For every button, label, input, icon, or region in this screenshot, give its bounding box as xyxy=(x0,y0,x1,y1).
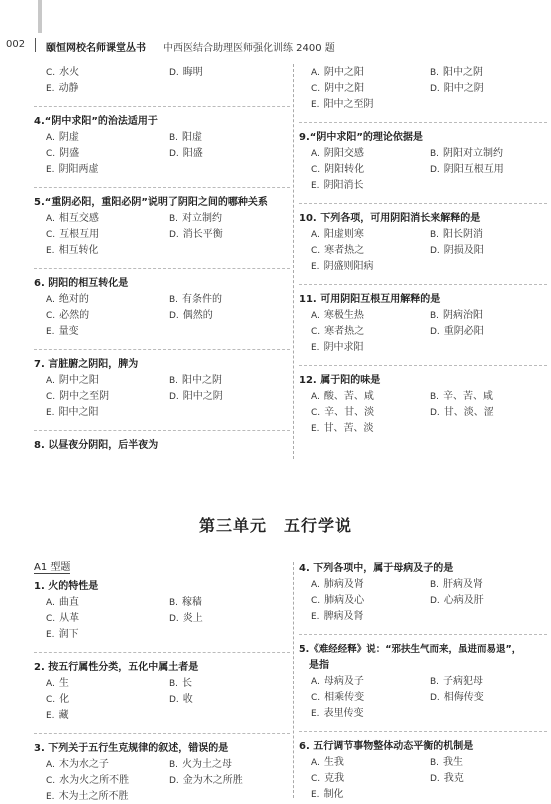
option[interactable]: D. 偶然的 xyxy=(169,310,213,321)
series-title: 颐恒网校名师课堂丛书 xyxy=(46,43,146,54)
option[interactable]: D. 阳中之阴 xyxy=(169,391,223,402)
option[interactable]: A. 阴阳交感 xyxy=(311,148,364,159)
option[interactable]: C. 互根互用 xyxy=(46,229,100,240)
option[interactable]: A. 酸、苦、咸 xyxy=(311,391,374,402)
question-title: 9.“阴中求阳”的理论依据是 xyxy=(299,132,423,143)
option[interactable]: B. 阴病治阳 xyxy=(430,310,484,321)
option[interactable]: B. 稼穑 xyxy=(169,597,203,608)
option[interactable]: B. 肝病及肾 xyxy=(430,579,484,590)
question-divider xyxy=(299,284,547,285)
option[interactable]: C. 水为火之所不胜 xyxy=(46,775,130,786)
option[interactable]: A. 木为水之子 xyxy=(46,759,109,770)
question-8-options xyxy=(311,66,549,112)
option[interactable]: C. 寒者热之 xyxy=(311,326,365,337)
option[interactable]: B. 阳虚 xyxy=(169,132,203,143)
option[interactable]: A. 曲直 xyxy=(46,597,79,608)
option[interactable]: C. 阴中之阳 xyxy=(311,83,365,94)
question-title: 2. 按五行属性分类，五化中属土者是 xyxy=(34,662,199,673)
question-7 xyxy=(34,358,292,420)
option[interactable]: E. 阴中求阳 xyxy=(311,342,364,353)
column-divider-bottom xyxy=(293,562,294,798)
section-label: A1 型题 xyxy=(34,558,70,574)
option[interactable]: E. 表里传变 xyxy=(311,708,364,719)
option[interactable]: C. 必然的 xyxy=(46,310,90,321)
question-title: 6. 五行调节事物整体动态平衡的机制是 xyxy=(299,741,474,752)
question-title: 1. 火的特性是 xyxy=(34,581,99,592)
option[interactable]: A. 绝对的 xyxy=(46,294,89,305)
option[interactable]: D. 相侮传变 xyxy=(430,692,484,703)
option[interactable]: B. 阴阳对立制约 xyxy=(430,148,504,159)
question-8 xyxy=(34,439,292,453)
question-divider xyxy=(34,268,290,269)
option[interactable]: B. 阳长阴消 xyxy=(430,229,484,240)
option[interactable]: E. 阴阳消长 xyxy=(311,180,364,191)
question-divider xyxy=(299,634,547,635)
question-u4 xyxy=(299,562,549,624)
option[interactable]: D. 消长平衡 xyxy=(169,229,223,240)
question-12 xyxy=(299,374,549,436)
option[interactable]: A. 阴中之阳 xyxy=(46,375,99,386)
option[interactable]: C. 阴盛 xyxy=(46,148,80,159)
question-u2 xyxy=(34,661,292,723)
question-title-cont: 是指 xyxy=(309,660,329,671)
option[interactable]: E. 木为土之所不胜 xyxy=(46,791,129,802)
option[interactable]: C. 水火 xyxy=(46,67,80,78)
option[interactable]: C. 辛、甘、淡 xyxy=(311,407,375,418)
question-divider xyxy=(34,430,290,431)
column-divider-top xyxy=(293,64,294,459)
question-u6 xyxy=(299,740,549,802)
question-divider xyxy=(34,733,290,734)
question-title: 4.“阴中求阳”的治法适用于 xyxy=(34,116,158,127)
option[interactable]: D. 心病及肝 xyxy=(430,595,484,606)
option[interactable]: A. 生 xyxy=(46,678,69,689)
option[interactable]: D. 金为木之所胜 xyxy=(169,775,243,786)
option[interactable]: E. 脾病及肾 xyxy=(311,611,364,622)
question-divider xyxy=(299,731,547,732)
option[interactable]: C. 克我 xyxy=(311,773,345,784)
option[interactable]: D. 炎上 xyxy=(169,613,203,624)
option[interactable]: E. 阳中之至阴 xyxy=(311,99,374,110)
question-title: 6. 阴阳的相互转化是 xyxy=(34,278,129,289)
option[interactable]: A. 阳虚则寒 xyxy=(311,229,364,240)
option[interactable]: B. 阳中之阴 xyxy=(169,375,223,386)
option[interactable]: C. 阴中之至阴 xyxy=(46,391,110,402)
option[interactable]: E. 量变 xyxy=(46,326,79,337)
question-title: 12. 属于阳的味是 xyxy=(299,375,381,386)
left-column-top xyxy=(34,66,292,455)
option[interactable]: D. 我克 xyxy=(430,773,464,784)
option[interactable]: D. 收 xyxy=(169,694,193,705)
option[interactable]: C. 从革 xyxy=(46,613,80,624)
question-u5 xyxy=(299,643,549,721)
question-divider xyxy=(34,652,290,653)
question-5 xyxy=(34,196,292,258)
right-column-bottom xyxy=(299,562,549,802)
right-column-top xyxy=(299,66,549,436)
option[interactable]: A. 母病及子 xyxy=(311,676,364,687)
question-divider xyxy=(299,122,547,123)
option[interactable]: C. 肺病及心 xyxy=(311,595,365,606)
option[interactable]: D. 晦明 xyxy=(169,67,203,78)
option[interactable]: E. 相互转化 xyxy=(46,245,99,256)
option[interactable]: C. 化 xyxy=(46,694,70,705)
option[interactable]: B. 长 xyxy=(169,678,193,689)
page-header xyxy=(0,0,551,60)
option[interactable]: B. 有条件的 xyxy=(169,294,223,305)
question-6 xyxy=(34,277,292,339)
question-11 xyxy=(299,293,549,355)
option[interactable]: E. 制化 xyxy=(311,789,344,800)
question-u3 xyxy=(34,742,292,804)
unit-title: 第三单元 五行学说 xyxy=(198,516,352,535)
left-column-bottom xyxy=(34,555,292,804)
question-divider xyxy=(299,365,547,366)
question-u1 xyxy=(34,580,292,642)
option[interactable]: A. 阴中之阳 xyxy=(311,67,364,78)
option[interactable]: D. 阳盛 xyxy=(169,148,203,159)
question-title: 3. 下列关于五行生克规律的叙述，错误的是 xyxy=(34,743,229,754)
question-divider xyxy=(34,106,290,107)
option[interactable]: D. 阳中之阴 xyxy=(430,83,484,94)
option[interactable]: B. 火为土之母 xyxy=(169,759,233,770)
option[interactable]: E. 润下 xyxy=(46,629,79,640)
option[interactable]: B. 辛、苦、咸 xyxy=(430,391,494,402)
option[interactable]: C. 寒者热之 xyxy=(311,245,365,256)
option[interactable]: B. 阳中之阴 xyxy=(430,67,484,78)
question-4 xyxy=(34,115,292,177)
option[interactable]: D. 阴阳互根互用 xyxy=(430,164,504,175)
option[interactable]: A. 阴虚 xyxy=(46,132,79,143)
question-title: 5.“重阴必阳，重阳必阴”说明了阴阳之间的哪种关系 xyxy=(34,197,268,208)
header-divider xyxy=(35,38,36,52)
option[interactable]: E. 藏 xyxy=(46,710,69,721)
option[interactable]: B. 我生 xyxy=(430,757,464,768)
question-9 xyxy=(299,131,549,193)
option[interactable]: A. 相互交感 xyxy=(46,213,99,224)
option[interactable]: D. 重阴必阳 xyxy=(430,326,484,337)
question-divider xyxy=(299,203,547,204)
option[interactable]: D. 甘、淡、涩 xyxy=(430,407,494,418)
question-divider xyxy=(34,187,290,188)
option[interactable]: E. 阴阳两虚 xyxy=(46,164,99,175)
question-title: 11. 可用阴阳互根互用解释的是 xyxy=(299,294,441,305)
option[interactable]: E. 甘、苦、淡 xyxy=(311,423,374,434)
question-divider xyxy=(34,349,290,350)
question-3-options xyxy=(46,66,292,96)
page-number: 002 xyxy=(6,39,26,50)
option[interactable]: E. 阴盛则阳病 xyxy=(311,261,374,272)
question-title: 4. 下列各项中，属于母病及子的是 xyxy=(299,563,454,574)
option[interactable]: A. 肺病及肾 xyxy=(311,579,364,590)
option[interactable]: B. 子病犯母 xyxy=(430,676,484,687)
book-title: 中西医结合助理医师强化训练 2400 题 xyxy=(163,43,335,54)
question-title: 5.《难经经释》说：“邪扶生气而来，虽进而易退”， xyxy=(299,644,522,655)
question-title: 8. 以昼夜分阴阳，后半夜为 xyxy=(34,440,159,451)
option[interactable]: C. 阴阳转化 xyxy=(311,164,365,175)
option[interactable]: A. 寒极生热 xyxy=(311,310,364,321)
option[interactable]: A. 生我 xyxy=(311,757,344,768)
option[interactable]: D. 阴损及阳 xyxy=(430,245,484,256)
option[interactable]: E. 阳中之阳 xyxy=(46,407,99,418)
question-title: 7. 言脏腑之阴阳，脾为 xyxy=(34,359,139,370)
option[interactable]: E. 动静 xyxy=(46,83,79,94)
question-10 xyxy=(299,212,549,274)
question-title: 10. 下列各项，可用阴阳消长来解释的是 xyxy=(299,213,481,224)
option[interactable]: B. 对立制约 xyxy=(169,213,223,224)
option[interactable]: C. 相乘传变 xyxy=(311,692,365,703)
